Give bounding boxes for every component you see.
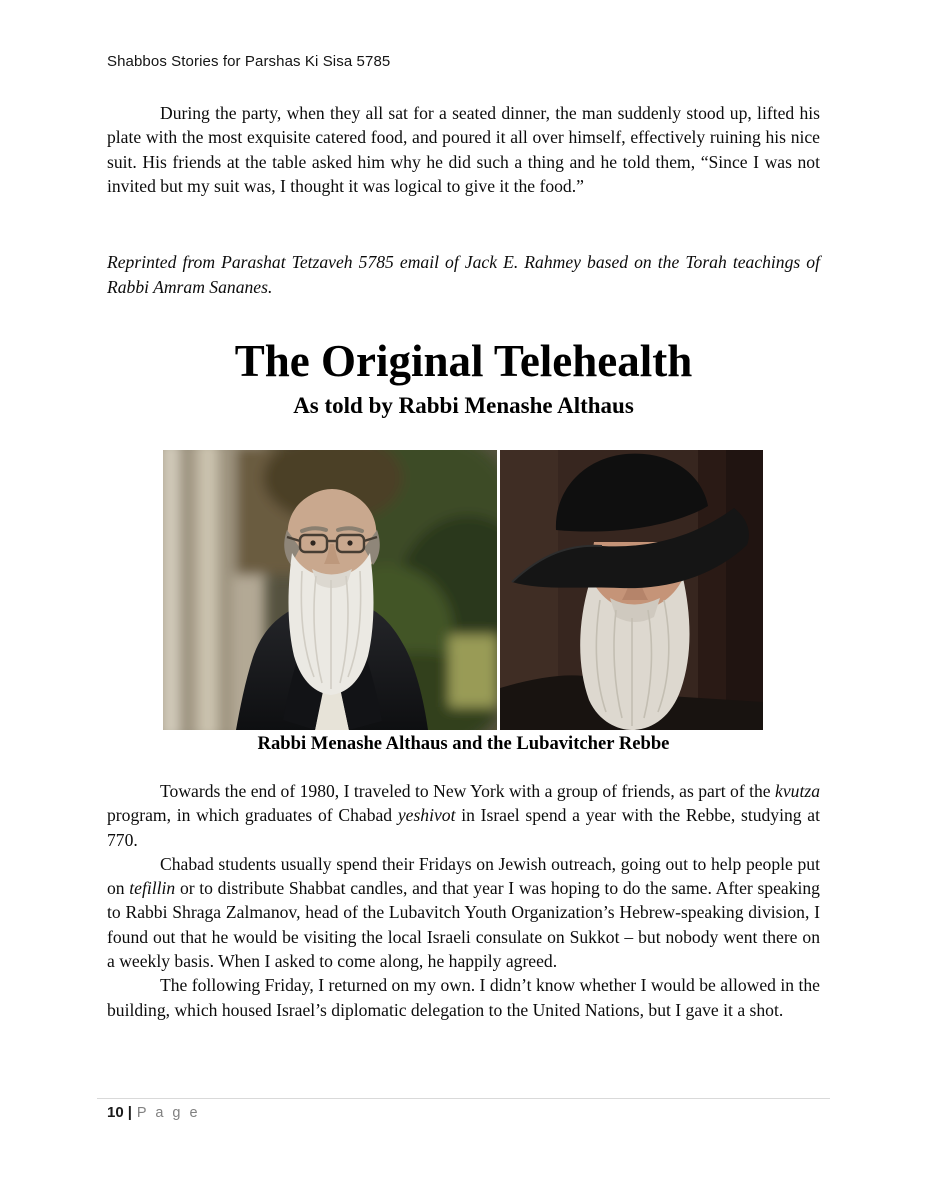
footer-separator: |	[127, 1104, 132, 1121]
page-number: 10	[107, 1104, 124, 1121]
text-segment: Chabad students usually spend their Fridays on Jewish outreach, going out to help people put on	[107, 853, 820, 899]
paragraph-outreach	[107, 852, 820, 973]
rebbe-photo	[500, 450, 763, 730]
text-segment: in Israel spend a year with the Rebbe, studying at 770.	[107, 805, 820, 850]
running-header: Shabbos Stories for Parshas Ki Sisa 5785	[107, 53, 391, 70]
text-segment: Towards the end of 1980, I traveled to New York with a group of friends, as part of the	[160, 781, 776, 801]
photo-caption: Rabbi Menashe Althaus and the Lubavitcher Rebbe	[257, 733, 670, 754]
intro-section	[107, 101, 820, 198]
story-body	[107, 779, 820, 1022]
paragraph-following-friday: The following Friday, I returned on my own. I didn’t know whether I would be allowed in the building, which housed Israel’s diplomatic delegation to the United Nations, but I gave it a shot.	[107, 975, 820, 1020]
photo-row	[163, 450, 763, 730]
text-segment: or to distribute Shabbat candles, and that year I was hoping to do the same. After speaking to Rabbi Shraga Zalmanov, head of the Lubavitch Youth Organization’s Hebrew-speaking division, I found out that he would be visiting the local Israeli consulate on Sukkot – but nobody went there on a weekly basis. When I asked to come along, he happily agreed.	[107, 878, 820, 972]
footer-divider-line	[97, 1098, 830, 1099]
italic-term-yeshivot: yeshivot	[397, 805, 456, 826]
paragraph-party-story: During the party, when they all sat for a seated dinner, the man suddenly stood up, lifted his plate with the most exquisite catered food, and poured it all over himself, effectively ruining his nice suit. His friends at the table asked him why he did such a thing and he told them, “Since I was not invited but my suit was, I thought it was logical to give it the food.”	[107, 103, 820, 196]
footer-page-label: P a g e	[136, 1105, 201, 1121]
page-footer	[107, 1104, 200, 1121]
article-title: The Original Telehealth	[234, 336, 693, 386]
paragraph-kvutza	[107, 779, 820, 852]
italic-term-tefillin: tefillin	[129, 878, 176, 899]
althaus-photo	[163, 450, 497, 730]
attribution-paragraph: Reprinted from Parashat Tetzaveh 5785 email of Jack E. Rahmey based on the Torah teachings of Rabbi Amram Sananes.	[107, 252, 820, 297]
italic-term-kvutza: kvutza	[775, 781, 820, 801]
text-segment: program, in which graduates of Chabad	[107, 805, 398, 826]
article-subtitle: As told by Rabbi Menashe Althaus	[293, 393, 634, 418]
